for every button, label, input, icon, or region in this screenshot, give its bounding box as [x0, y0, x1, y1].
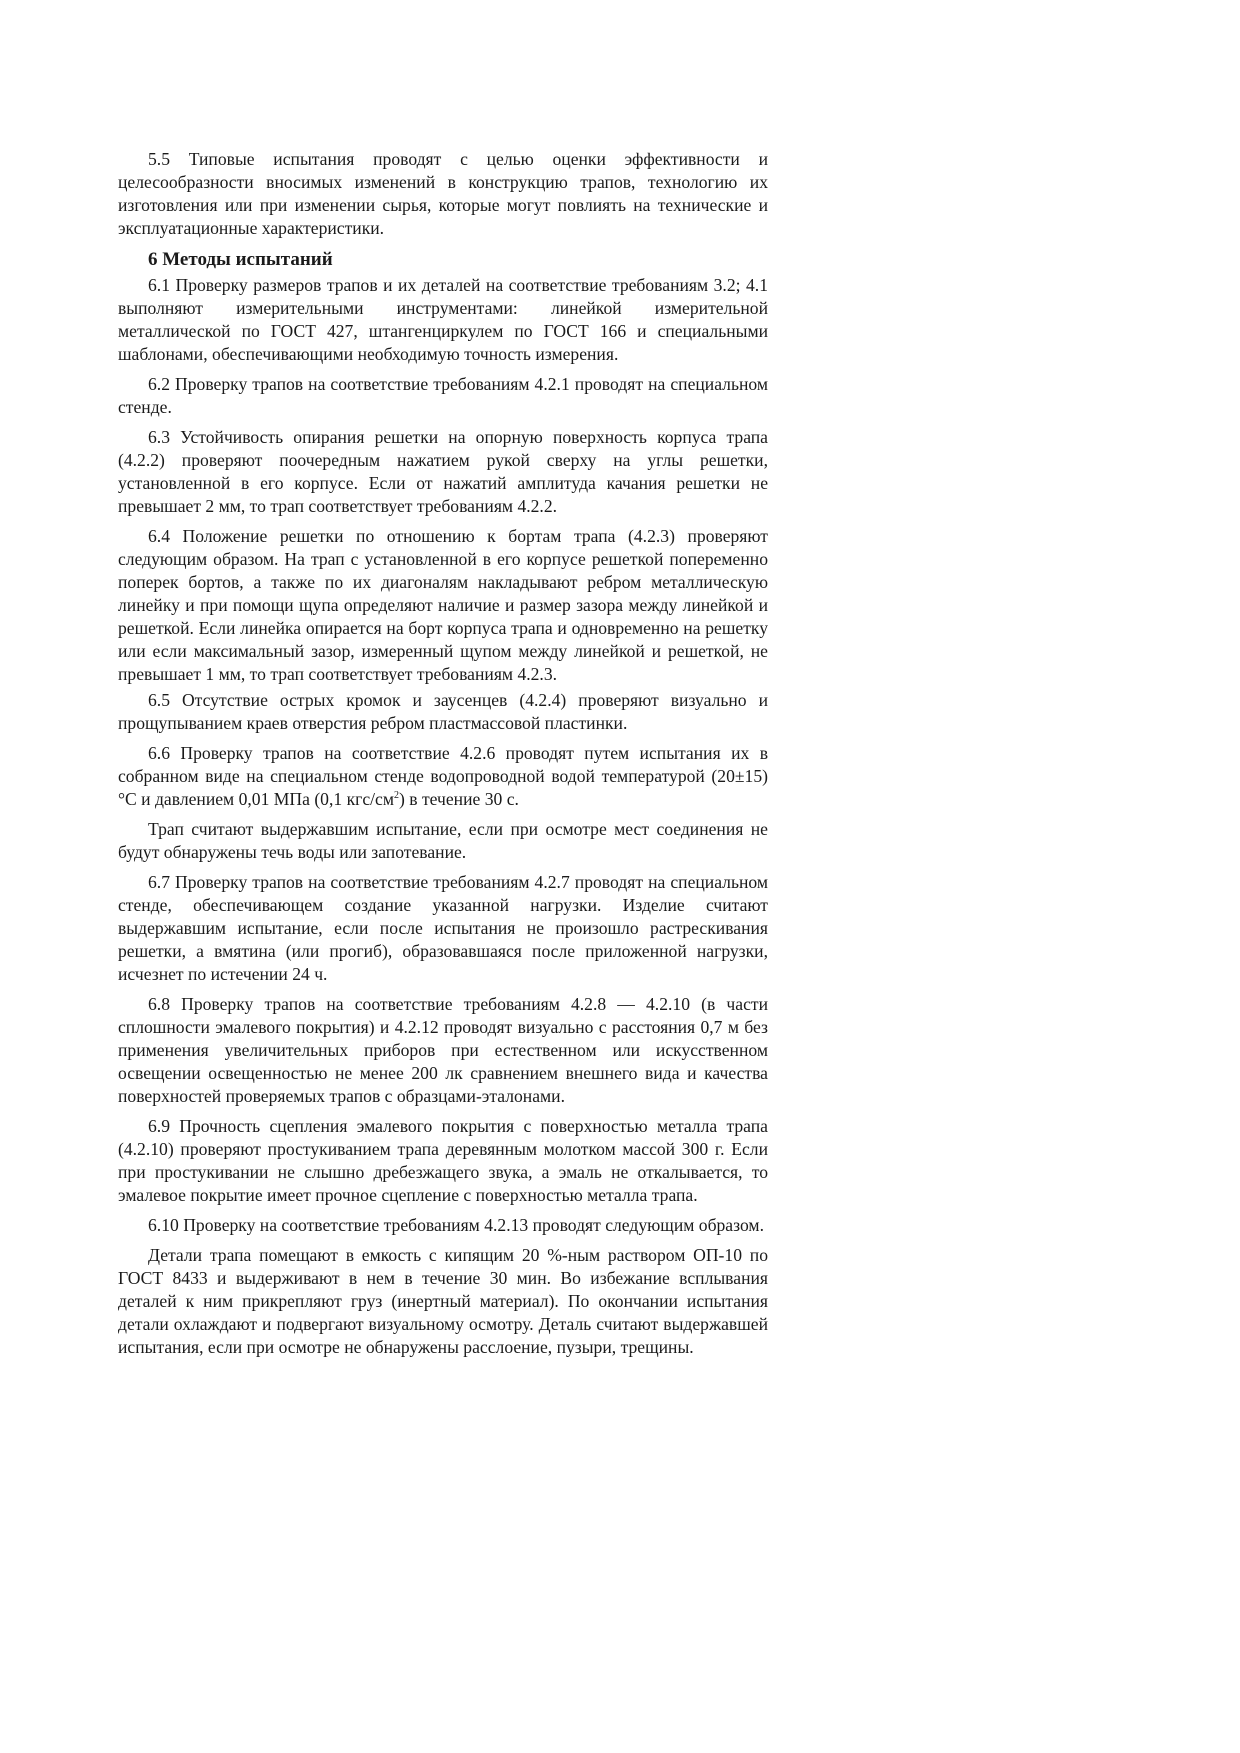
- paragraph-6-7: 6.7 Проверку трапов на соответствие требованиям 4.2.7 проводят на специальном стенде, обеспечивающем создание указанной нагрузки. Изделие считают выдержавшим испытание, если после испытания не произошло растрескивания решетки, а вмятина (или прогиб), образовавшаяся после приложенной нагрузки, исчезнет по истечении 24 ч.: [118, 872, 768, 984]
- paragraph-6-1: 6.1 Проверку размеров трапов и их деталей на соответствие требованиям 3.2; 4.1 выполняют измерительными инструментами: линейкой измерительной металлической по ГОСТ 427, штангенциркулем по ГОСТ 166 и специальными шаблонами, обеспечивающими необходимую точность измерения.: [118, 275, 768, 364]
- paragraph-6-8: 6.8 Проверку трапов на соответствие требованиям 4.2.8 — 4.2.10 (в части сплошности эмалевого покрытия) и 4.2.12 проводят визуально с расстояния 0,7 м без применения увеличительных приборов при естественном или искусственном освещении освещенностью не менее 200 лк сравнением внешнего вида и качества поверхностей проверяемых трапов с образцами-эталонами.: [118, 994, 768, 1106]
- paragraph-6-6-text: 6.6 Проверку трапов на соответствие 4.2.6 проводят путем испытания их в собранном виде на специальном стенде водопроводной водой температурой (20±15)°С и давлением 0,01 МПа (0,1 кгс/см: [118, 743, 768, 809]
- paragraph-6-9: 6.9 Прочность сцепления эмалевого покрытия с поверхностью металла трапа (4.2.10) проверяют простукиванием трапа деревянным молотком массой 300 г. Если при простукивании не слышно дребезжащего звука, а эмаль не откалывается, то эмалевое покрытие имеет прочное сцепление с поверхностью металла трапа.: [118, 1116, 768, 1205]
- paragraph-6-5: 6.5 Отсутствие острых кромок и заусенцев (4.2.4) проверяют визуально и прощупыванием краев отверстия ребром пластмассовой пластинки.: [118, 690, 768, 733]
- paragraph-6-6-tail: ) в течение 30 с.: [398, 789, 519, 809]
- paragraph-6-4: 6.4 Положение решетки по отношению к бортам трапа (4.2.3) проверяют следующим образом. На трап с установленной в его корпусе решеткой попеременно поперек бортов, а также по их диагоналям накладывают ребром металлическую линейку и при помощи щупа определяют наличие и размер зазора между линейкой и решеткой. Если линейка опирается на борт корпуса трапа и одновременно на решетку или если максимальный зазор, измеренный щупом между линейкой и решеткой, не превышает 1 мм, то трап соответствует требованиям 4.2.3.: [118, 526, 768, 684]
- section-title: 6 Методы испытаний: [148, 249, 333, 270]
- document-page: [118, 148, 768, 1366]
- paragraph-6-3: 6.3 Устойчивость опирания решетки на опорную поверхность корпуса трапа (4.2.2) проверяют поочередным нажатием рукой сверху на углы решетки, установленной в его корпусе. Если от нажатий амплитуда качания решетки не превышает 2 мм, то трап соответствует требованиям 4.2.2.: [118, 427, 768, 516]
- paragraph-6-10-continued: Детали трапа помещают в емкость с кипящим 20 %-ным раствором ОП-10 по ГОСТ 8433 и выдерживают в нем в течение 30 мин. Во избежание всплывания деталей к ним прикрепляют груз (инертный материал). По окончании испытания детали охлаждают и подвергают визуальному осмотру. Деталь считают выдержавшей испытания, если при осмотре не обнаружены расслоение, пузыри, трещины.: [118, 1245, 768, 1357]
- paragraph-6-10: 6.10 Проверку на соответствие требованиям 4.2.13 проводят следующим образом.: [148, 1215, 764, 1235]
- superscript-2: 2: [393, 790, 399, 802]
- paragraph-5-5: 5.5 Типовые испытания проводят с целью оценки эффективности и целесообразности вносимых изменений в конструкцию трапов, технологию их изготовления или при изменении сырья, которые могут повлиять на технические и эксплуатационные характеристики.: [118, 149, 768, 238]
- paragraph-6-6: [118, 742, 768, 811]
- paragraph-6-6-continued: Трап считают выдержавшим испытание, если при осмотре мест соединения не будут обнаружены течь воды или запотевание.: [118, 819, 768, 862]
- paragraph-6-2: 6.2 Проверку трапов на соответствие требованиям 4.2.1 проводят на специальном стенде.: [118, 374, 768, 417]
